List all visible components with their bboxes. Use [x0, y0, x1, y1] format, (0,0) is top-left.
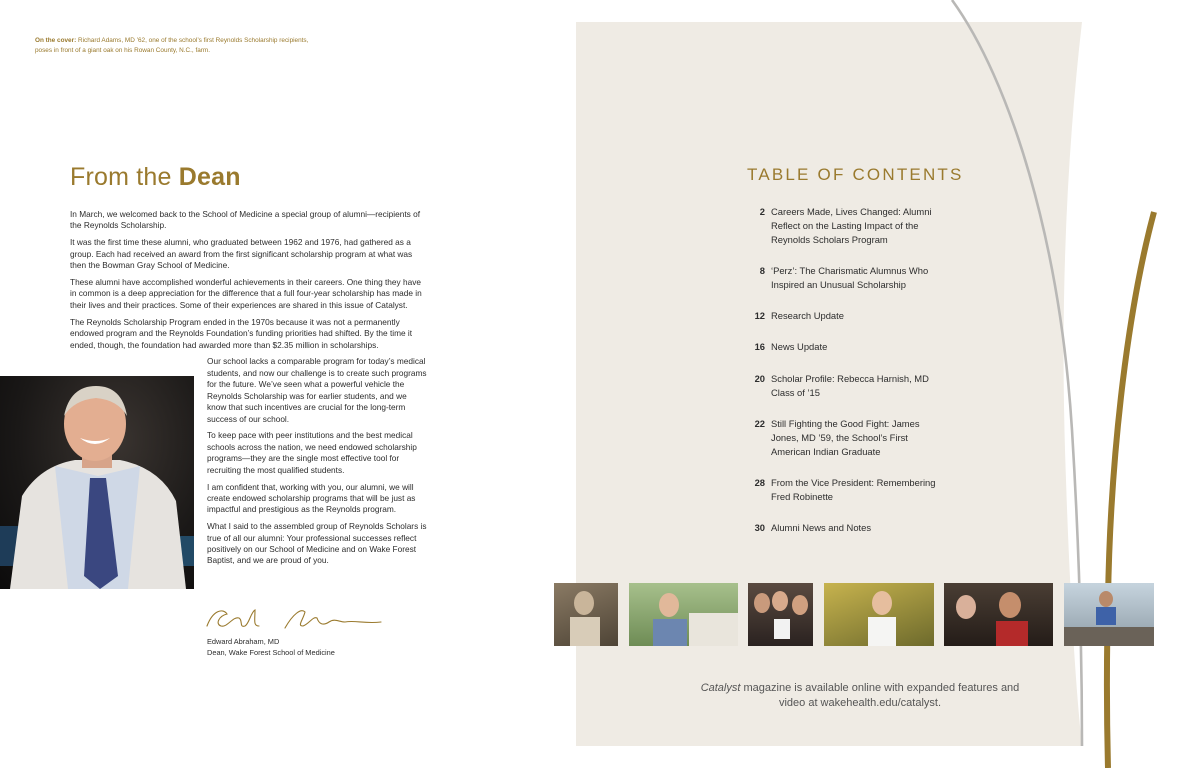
magazine-name: Catalyst	[700, 682, 741, 694]
thumbnail-photo-couple	[944, 583, 1053, 646]
toc-entry-title: Scholar Profile: Rebecca Harnish, MD Class of ’15	[771, 373, 929, 398]
dean-heading-plain: From the	[70, 163, 172, 191]
thumbnail-photo-alumnus-porch	[629, 583, 738, 646]
toc-page-number: 2	[759, 206, 765, 217]
toc-page-number: 28	[754, 477, 765, 488]
signer-name: Edward Abraham, MD	[207, 637, 280, 646]
letter-paragraph: In March, we welcomed back to the School of Medicine a special group of alumni—recipients of the Reynolds Scholarship.	[70, 209, 421, 231]
online-availability-note	[700, 681, 1020, 711]
letter-paragraph: These alumni have accomplished wonderful achievements in their careers. One thing they have in common is a deep appreciation for the difference that a full four-year scholarship has made in their lives and their practices. Some of their experiences are shared in this issue of Catalyst.	[70, 277, 422, 310]
cover-caption-label: On the cover:	[35, 37, 77, 44]
thumbnail-photo-scholar	[824, 583, 934, 646]
toc-entry-title: Research Update	[771, 310, 844, 321]
toc-title: TABLE OF CONTENTS	[747, 165, 964, 184]
letter-wrapped-column	[207, 356, 427, 566]
letter-paragraph: The Reynolds Scholarship Program ended in the 1970s because it was not a permanently endowed program and the Reynolds Foundation’s funding priorities had shifted. By the time it ended, though, the foundation had awarded more than $2.35 million in scholarships.	[70, 316, 413, 350]
toc-entry-title: Still Fighting the Good Fight: James Jones, MD ’59, the School’s First American Indian Graduate	[771, 418, 920, 457]
letter-paragraph: What I said to the assembled group of Reynolds Scholars is true of all our alumni: Your professional successes reflect positively on our School of Medicine and on Wake Forest Baptist, and we are proud of you.	[207, 521, 427, 566]
toc-page-number: 30	[754, 522, 765, 533]
letter-paragraph: It was the first time these alumni, who graduated between 1962 and 1976, had gathered as a group. Each had received an award from the first significant scholarship program at what was then the Bowman Gray School of Medicine.	[70, 237, 413, 271]
toc-entry-title: Alumni News and Notes	[771, 522, 872, 533]
toc-page-number: 16	[754, 341, 765, 352]
signer-title: Dean, Wake Forest School of Medicine	[207, 648, 335, 657]
toc-page-number: 12	[754, 310, 765, 321]
dean-heading	[70, 163, 241, 192]
online-note-text: magazine is available online with expanded features and video at wakehealth.edu/catalyst.	[743, 682, 1020, 709]
thumbnail-photo-group	[748, 583, 813, 646]
toc-entry-title: News Update	[771, 341, 828, 352]
toc-page-number: 8	[759, 265, 765, 276]
thumbnail-photo-jumping	[1064, 583, 1154, 646]
thumbnail-photo-alumnus-athlete	[554, 583, 618, 646]
toc-page-number: 20	[754, 373, 765, 384]
letter-paragraph: I am confident that, working with you, our alumni, we will create endowed scholarship programs that will be just as impactful and prestigious as the Reynolds program.	[207, 481, 416, 515]
cover-caption	[35, 36, 315, 55]
toc-page-number: 22	[754, 418, 765, 429]
toc-entry-title: From the Vice President: Remembering Fred Robinette	[771, 477, 936, 502]
toc-entry-title: ‘Perz’: The Charismatic Alumnus Who Inspired an Unusual Scholarship	[771, 265, 929, 290]
letter-paragraph: To keep pace with peer institutions and the best medical schools across the nation, we need endowed scholarship programs—they are the single most effective tool for recruiting the most qualified students.	[207, 430, 417, 475]
cover-caption-text: Richard Adams, MD ’62, one of the school’s first Reynolds Scholarship recipients, poses in front of a giant oak on his Rowan County, N.C., farm.	[35, 37, 309, 54]
letter-paragraph: Our school lacks a comparable program for today’s medical students, and now our challenge is to create such programs for the future. We’ve seen what a powerful vehicle the Reynolds Scholarship was for earlier students, and we know that such incentives are crucial for the long-term success of our school.	[207, 356, 427, 424]
signature-block	[207, 636, 335, 658]
dean-signature	[205, 606, 385, 632]
dean-portrait-photo	[0, 376, 194, 589]
toc-entry-title: Careers Made, Lives Changed: Alumni Reflect on the Lasting Impact of the Reynolds Scholars Program	[771, 206, 932, 245]
dean-heading-strong: Dean	[178, 163, 241, 191]
